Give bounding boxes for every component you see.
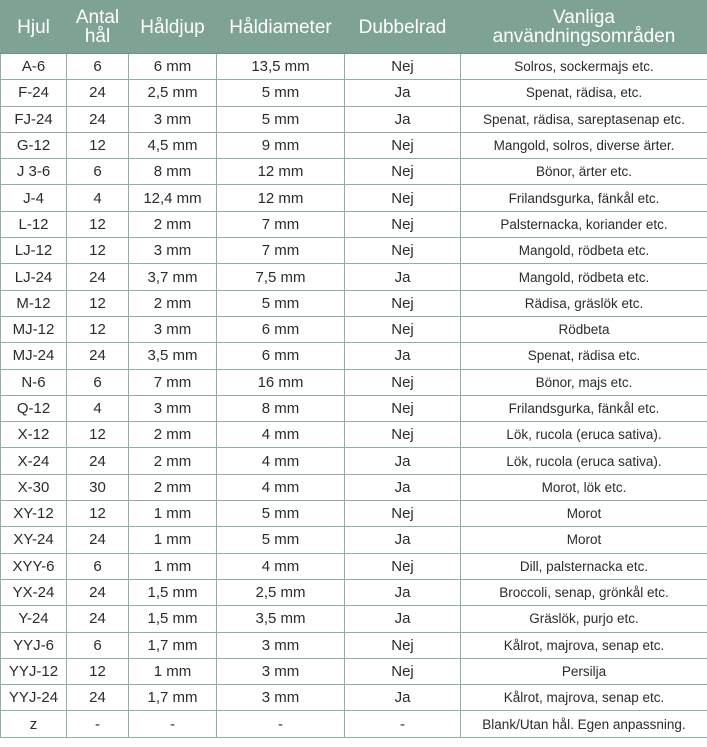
cell-wheel: X-30 [1,474,67,500]
cell-hole-depth: 3 mm [129,395,217,421]
cell-hole-diameter: 8 mm [217,395,345,421]
cell-hole-count: 24 [67,106,129,132]
cell-hole-count: 4 [67,185,129,211]
cell-hole-diameter: 12 mm [217,185,345,211]
cell-double-row: Nej [345,132,461,158]
cell-hole-diameter: 4 mm [217,448,345,474]
header-hole-depth: Håldjup [129,1,217,54]
table-row [1,211,707,237]
table-row [1,553,707,579]
cell-hole-depth: 3 mm [129,316,217,342]
cell-hole-diameter: 2,5 mm [217,579,345,605]
cell-hole-depth: 3 mm [129,106,217,132]
cell-wheel: X-12 [1,422,67,448]
header-wheel: Hjul [1,1,67,54]
cell-double-row: Nej [345,632,461,658]
cell-hole-diameter: 3 mm [217,632,345,658]
cell-double-row: Nej [345,316,461,342]
cell-hole-count: 12 [67,316,129,342]
cell-double-row: Nej [345,185,461,211]
cell-hole-diameter: 5 mm [217,290,345,316]
cell-hole-count: 12 [67,290,129,316]
cell-wheel: J 3-6 [1,159,67,185]
cell-double-row: Ja [345,606,461,632]
cell-wheel: LJ-12 [1,238,67,264]
cell-hole-count: 12 [67,238,129,264]
cell-common-uses: Bönor, majs etc. [461,369,707,395]
cell-double-row: Nej [345,211,461,237]
table-row [1,132,707,158]
cell-hole-count: 24 [67,80,129,106]
cell-double-row: Nej [345,501,461,527]
cell-hole-diameter: 9 mm [217,132,345,158]
cell-wheel: X-24 [1,448,67,474]
table-row [1,501,707,527]
cell-common-uses: Rädisa, gräslök etc. [461,290,707,316]
table-row [1,658,707,684]
cell-hole-count: 12 [67,422,129,448]
cell-hole-diameter: 3 mm [217,685,345,711]
cell-double-row: Ja [345,343,461,369]
cell-hole-diameter: 7 mm [217,211,345,237]
cell-wheel: A-6 [1,54,67,80]
cell-hole-count: 24 [67,685,129,711]
cell-hole-diameter: 3 mm [217,658,345,684]
header-double-row: Dubbelrad [345,1,461,54]
cell-common-uses: Spenat, rädisa, etc. [461,80,707,106]
table-row [1,685,707,711]
cell-double-row: Ja [345,474,461,500]
table-row [1,606,707,632]
cell-double-row: Ja [345,527,461,553]
cell-hole-depth: 3,7 mm [129,264,217,290]
cell-hole-diameter: 3,5 mm [217,606,345,632]
cell-hole-diameter: 4 mm [217,422,345,448]
cell-common-uses: Bönor, ärter etc. [461,159,707,185]
cell-wheel: G-12 [1,132,67,158]
cell-hole-depth: 1,5 mm [129,606,217,632]
cell-double-row: - [345,711,461,737]
cell-wheel: XY-24 [1,527,67,553]
table-row [1,54,707,80]
cell-common-uses: Morot [461,501,707,527]
cell-common-uses: Lök, rucola (eruca sativa). [461,448,707,474]
cell-double-row: Ja [345,579,461,605]
cell-wheel: M-12 [1,290,67,316]
cell-common-uses: Solros, sockermajs etc. [461,54,707,80]
cell-hole-diameter: 5 mm [217,80,345,106]
cell-hole-diameter: 5 mm [217,106,345,132]
cell-double-row: Nej [345,238,461,264]
header-common-uses: Vanliga användningsområden [461,1,707,54]
cell-double-row: Nej [345,422,461,448]
cell-common-uses: Spenat, rädisa, sareptasenap etc. [461,106,707,132]
cell-hole-diameter: 5 mm [217,501,345,527]
cell-hole-count: 6 [67,159,129,185]
cell-double-row: Ja [345,448,461,474]
cell-hole-depth: 1,7 mm [129,685,217,711]
cell-common-uses: Kålrot, majrova, senap etc. [461,632,707,658]
cell-wheel: YYJ-6 [1,632,67,658]
table-row [1,474,707,500]
cell-hole-diameter: 16 mm [217,369,345,395]
cell-hole-count: 12 [67,132,129,158]
cell-double-row: Ja [345,264,461,290]
cell-hole-depth: 8 mm [129,159,217,185]
table-row [1,448,707,474]
table-row [1,80,707,106]
cell-common-uses: Frilandsgurka, fänkål etc. [461,395,707,421]
cell-wheel: FJ-24 [1,106,67,132]
cell-wheel: YX-24 [1,579,67,605]
cell-hole-depth: 2,5 mm [129,80,217,106]
cell-hole-depth: 1 mm [129,658,217,684]
header-hole-count: Antal hål [67,1,129,54]
cell-hole-depth: 2 mm [129,474,217,500]
cell-hole-count: 24 [67,343,129,369]
cell-common-uses: Spenat, rädisa etc. [461,343,707,369]
cell-hole-count: 6 [67,632,129,658]
table-body [1,54,707,738]
cell-hole-count: 24 [67,264,129,290]
cell-double-row: Nej [345,54,461,80]
cell-hole-diameter: 13,5 mm [217,54,345,80]
cell-hole-diameter: 7,5 mm [217,264,345,290]
cell-wheel: Q-12 [1,395,67,421]
cell-hole-depth: 3 mm [129,238,217,264]
cell-hole-count: 24 [67,606,129,632]
cell-hole-count: 4 [67,395,129,421]
table-row [1,264,707,290]
cell-double-row: Nej [345,369,461,395]
cell-wheel: MJ-24 [1,343,67,369]
cell-hole-count: 24 [67,579,129,605]
table-row [1,711,707,737]
cell-common-uses: Morot, lök etc. [461,474,707,500]
cell-double-row: Nej [345,658,461,684]
cell-hole-depth: 2 mm [129,211,217,237]
cell-hole-depth: - [129,711,217,737]
cell-wheel: Y-24 [1,606,67,632]
cell-hole-depth: 3,5 mm [129,343,217,369]
cell-common-uses: Gräslök, purjo etc. [461,606,707,632]
cell-common-uses: Blank/Utan hål. Egen anpassning. [461,711,707,737]
cell-common-uses: Dill, palsternacka etc. [461,553,707,579]
cell-common-uses: Morot [461,527,707,553]
table-row [1,579,707,605]
cell-wheel: F-24 [1,80,67,106]
cell-double-row: Nej [345,395,461,421]
cell-common-uses: Frilandsgurka, fänkål etc. [461,185,707,211]
cell-wheel: N-6 [1,369,67,395]
cell-hole-count: 6 [67,553,129,579]
cell-wheel: YYJ-12 [1,658,67,684]
header-hole-diameter: Håldiameter [217,1,345,54]
cell-hole-count: 12 [67,658,129,684]
table-row [1,106,707,132]
cell-wheel: L-12 [1,211,67,237]
cell-double-row: Nej [345,159,461,185]
cell-common-uses: Mangold, rödbeta etc. [461,264,707,290]
cell-hole-count: 12 [67,211,129,237]
cell-hole-count: 6 [67,54,129,80]
cell-hole-depth: 12,4 mm [129,185,217,211]
cell-wheel: LJ-24 [1,264,67,290]
cell-hole-diameter: 6 mm [217,343,345,369]
cell-double-row: Nej [345,553,461,579]
cell-hole-count: 24 [67,527,129,553]
cell-double-row: Nej [345,290,461,316]
cell-hole-depth: 2 mm [129,448,217,474]
cell-wheel: J-4 [1,185,67,211]
cell-hole-depth: 1 mm [129,553,217,579]
cell-hole-depth: 7 mm [129,369,217,395]
cell-hole-count: 24 [67,448,129,474]
cell-hole-diameter: 6 mm [217,316,345,342]
cell-common-uses: Broccoli, senap, grönkål etc. [461,579,707,605]
cell-common-uses: Mangold, rödbeta etc. [461,238,707,264]
cell-hole-depth: 1,7 mm [129,632,217,658]
cell-hole-depth: 6 mm [129,54,217,80]
cell-wheel: XY-12 [1,501,67,527]
table-row [1,343,707,369]
cell-hole-depth: 2 mm [129,422,217,448]
cell-hole-depth: 1 mm [129,501,217,527]
cell-double-row: Ja [345,80,461,106]
cell-wheel: YYJ-24 [1,685,67,711]
cell-hole-depth: 2 mm [129,290,217,316]
cell-common-uses: Rödbeta [461,316,707,342]
cell-hole-depth: 1 mm [129,527,217,553]
cell-hole-count: 6 [67,369,129,395]
table-row [1,290,707,316]
cell-common-uses: Kålrot, majrova, senap etc. [461,685,707,711]
table-row [1,316,707,342]
table-row [1,185,707,211]
cell-hole-count: 12 [67,501,129,527]
cell-hole-diameter: 7 mm [217,238,345,264]
cell-wheel: MJ-12 [1,316,67,342]
cell-common-uses: Mangold, solros, diverse ärter. [461,132,707,158]
cell-double-row: Ja [345,685,461,711]
header-row [1,1,707,54]
cell-hole-count: - [67,711,129,737]
cell-common-uses: Persilja [461,658,707,684]
cell-hole-diameter: 4 mm [217,553,345,579]
table-row [1,238,707,264]
cell-double-row: Ja [345,106,461,132]
table-row [1,395,707,421]
cell-hole-depth: 4,5 mm [129,132,217,158]
cell-hole-count: 30 [67,474,129,500]
cell-hole-depth: 1,5 mm [129,579,217,605]
table-row [1,369,707,395]
cell-hole-diameter: 12 mm [217,159,345,185]
cell-hole-diameter: 4 mm [217,474,345,500]
cell-wheel: XYY-6 [1,553,67,579]
cell-common-uses: Palsternacka, koriander etc. [461,211,707,237]
table-row [1,422,707,448]
cell-common-uses: Lök, rucola (eruca sativa). [461,422,707,448]
table-row [1,527,707,553]
table-row [1,632,707,658]
cell-wheel: z [1,711,67,737]
table-header [1,1,707,54]
cell-hole-diameter: - [217,711,345,737]
cell-hole-diameter: 5 mm [217,527,345,553]
table-row [1,159,707,185]
